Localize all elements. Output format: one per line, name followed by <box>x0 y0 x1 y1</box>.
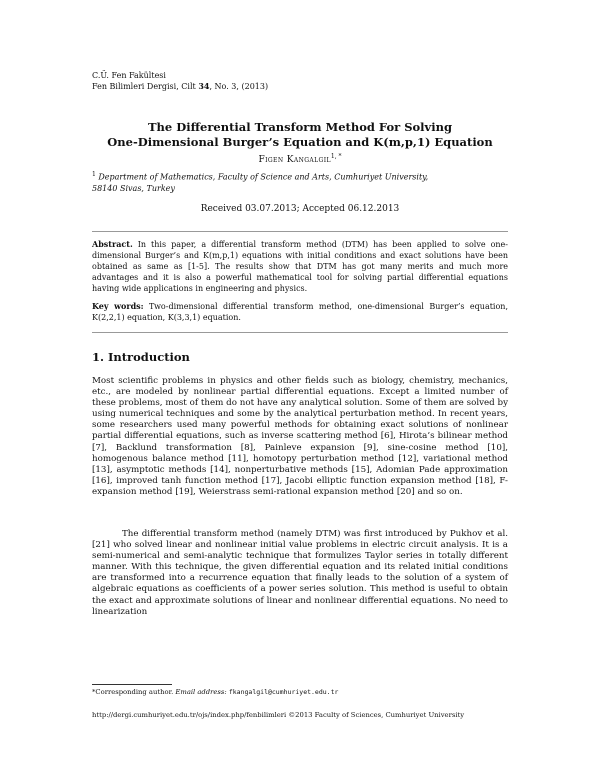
author-marks: 1, * <box>330 153 342 160</box>
journal-issue: , No. 3, (2013) <box>209 82 269 91</box>
paragraph: Most scientific problems in physics and other fields such as biology, chemistry, mechanics, etc., are modeled by nonlinear partial differential equations. Except a limited number of these problems, most of them do not have any analytical solution. Some of them are solved by using numerical techniques and some by the analytical perturbation method. In recent years, some researchers used many powerful methods for obtaining exact solutions of nonlinear partial differential equations, such as inverse scattering method [6], Hirota’s bilinear method [7], Backlund transformation [8], Painleve expansion [9], sine-cosine method [10], homogenous balance method [11], homotopy perturbation method [12], variational method [13], asymptotic methods [14], nonperturbative methods [15], Adomian Pade approximation [16], improved tanh function method [17], Jacobi elliptic function expansion method [18], F- expansion method [19], Weierstrass semi-rational expansion method [20] and so on. <box>92 376 508 497</box>
abstract-text: In this paper, a differential transform method (DTM) has been applied to solve one-dimensional Burger’s and K(m,p,1) equations with initial conditions and exact solutions have been obtained as same as [1-5]. The results show that DTM has got many merits and much more advantages and it is also a powerful mathematical tool for solving partial differential equations having wide applications in engineering and physics. <box>92 240 508 293</box>
affiliation-mark: 1 <box>92 171 96 178</box>
received-accepted-dates: Received 03.07.2013; Accepted 06.12.2013 <box>200 204 400 214</box>
keywords-label: Key words: <box>92 301 144 311</box>
journal-faculty: C.Ü. Fen Fakültesi <box>92 71 166 80</box>
abstract-bottom-rule <box>92 332 508 333</box>
journal-citation <box>92 81 268 92</box>
keywords-text: Two-dimensional differential transform method, one-dimensional Burger’s equation, K(2,2,1) equation, K(3,3,1) equation. <box>92 302 508 322</box>
section-heading: 1. Introduction <box>92 350 190 364</box>
affiliation-line-2: 58140 Sivas, Turkey <box>92 183 175 193</box>
journal-volume: 34 <box>198 81 210 91</box>
abstract-label: Abstract. <box>92 239 133 249</box>
footnote-rule <box>92 684 172 685</box>
paragraph: The differential transform method (namely DTM) was first introduced by Pukhov et al. [21] who solved linear and nonlinear initial value problems in electric circuit analysis. It is a semi-numerical and semi-analytic technique that formulizes Taylor series in totally different manner. With this technique, the given differential equation and its related initial conditions are transformed into a recurrence equation that finally leads to the solution of a system of algebraic equations as coefficients of a power series solution. This method is useful to obtain the exact and approximate solutions of linear and nonlinear differential equations. No need to linearization <box>92 529 508 617</box>
affiliation-line-1: Department of Mathematics, Faculty of Science and Arts, Cumhuriyet University, <box>98 172 429 182</box>
page-footer: http://dergi.cumhuriyet.edu.tr/ojs/index.php/fenbilimleri ©2013 Faculty of Sciences, Cumhuriyet University <box>92 711 465 719</box>
title-line-1: The Differential Transform Method For Solving <box>148 120 452 134</box>
author-name: Figen Kangalgil <box>258 155 331 165</box>
footnote-label: *Corresponding author. <box>92 688 174 696</box>
footnote-email: fkangalgil@cumhuriyet.edu.tr <box>228 688 339 696</box>
footnote <box>92 688 338 696</box>
title-line-2: One-Dimensional Burger’s Equation and K(m,p,1) Equation <box>107 135 493 149</box>
affiliation <box>92 169 492 194</box>
author <box>60 153 540 165</box>
abstract-top-rule <box>92 231 508 232</box>
keywords <box>92 301 508 323</box>
abstract <box>92 239 508 294</box>
paper-title <box>60 120 540 150</box>
footnote-email-label: Email address: <box>175 688 227 696</box>
journal-header <box>92 70 268 92</box>
journal-name: Fen Bilimleri Dergisi, Cilt <box>92 82 199 91</box>
